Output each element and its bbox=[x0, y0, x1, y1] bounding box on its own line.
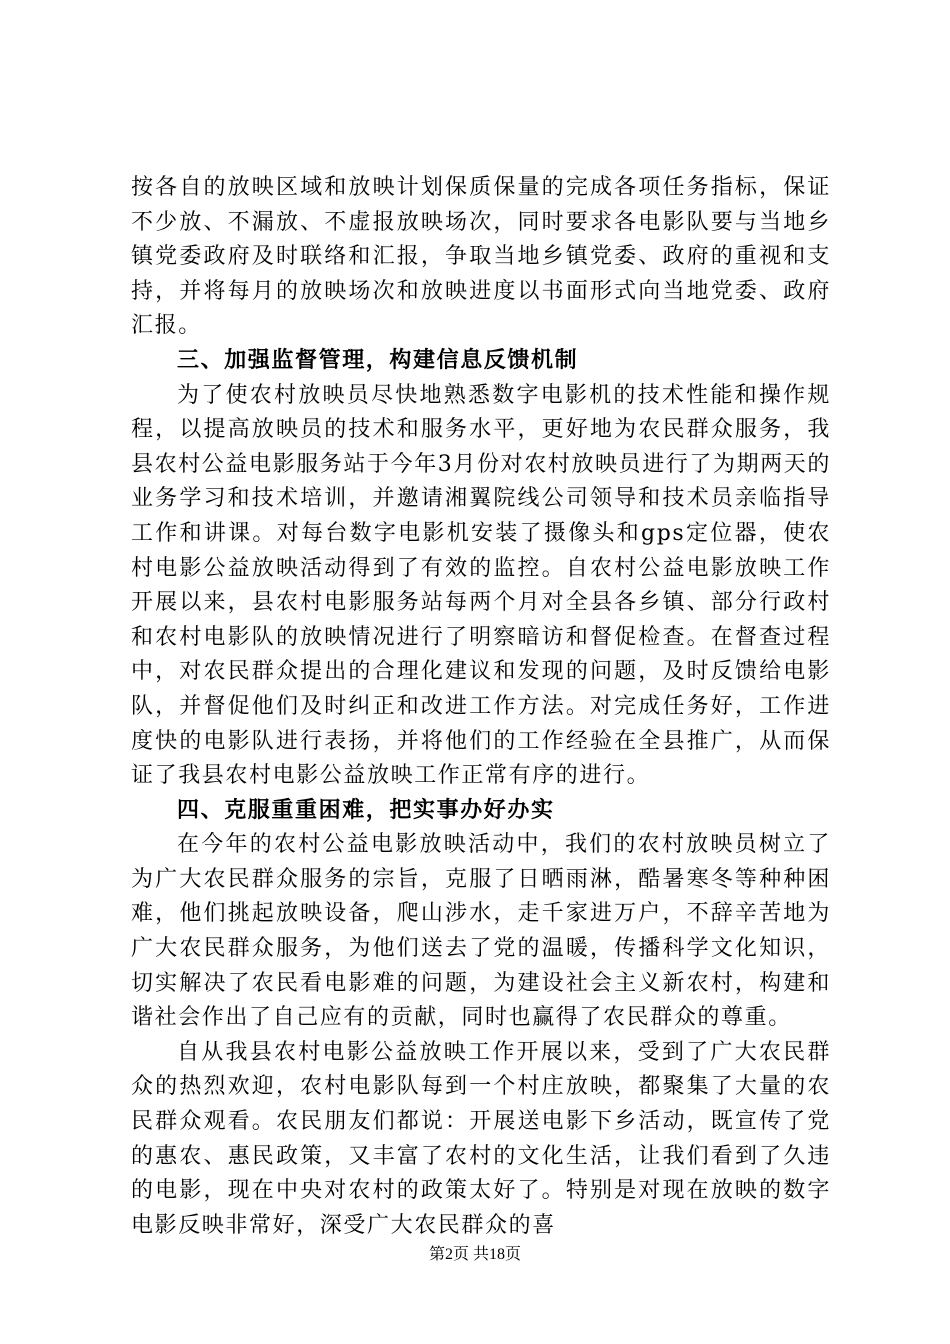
paragraph-continued: 按各自的放映区域和放映计划保质保量的完成各项任务指标，保证不少放、不漏放、不虚报放映场次，同时要求各电影队要与当地乡镇党委政府及时联络和汇报，争取当地乡镇党委、政府的重视和支持，并将每月的放映场次和放映进度以书面形式向当地党委、政府汇报。 bbox=[131, 175, 831, 339]
paragraph-difficulties: 在今年的农村公益电影放映活动中，我们的农村放映员树立了为广大农民群众服务的宗旨，克服了日晒雨淋，酷暑寒冬等种种困难，他们挑起放映设备，爬山涉水，走千家进万户，不辞辛苦地为广大农民群众服务，为他们送去了党的温暖，传播科学文化知识，切实解决了农民看电影难的问题，为建设社会主义新农村，构建和谐社会作出了自己应有的贡献，同时也赢得了农民群众的尊重。 bbox=[131, 832, 831, 1031]
section-heading-3: 三、加强监督管理，构建信息反馈机制 bbox=[177, 347, 579, 373]
page-number-footer: 第2页 共18页 bbox=[428, 1246, 521, 1263]
section-heading-4: 四、克服重重困难，把实事办好办实 bbox=[177, 797, 555, 823]
document-body bbox=[131, 171, 831, 1243]
paragraph-supervision: 为了使农村放映员尽快地熟悉数字电影机的技术性能和操作规程，以提高放映员的技术和服务水平，更好地为农民群众服务，我县农村公益电影服务站于今年3月份对农村放映员进行了为期两天的业务学习和技术培训，并邀请湘翼院线公司领导和技术员亲临指导工作和讲课。对每台数字电影机安装了摄像头和gps定位器，使农村电影公益放映活动得到了有效的监控。自农村公益电影放映工作开展以来，县农村电影服务站每两个月对全县各乡镇、部分行政村和农村电影队的放映情况进行了明察暗访和督促检查。在督查过程中，对农民群众提出的合理化建议和发现的问题，及时反馈给电影队，并督促他们及时纠正和改进工作方法。对完成任务好，工作进度快的电影队进行表扬，并将他们的工作经验在全县推广，从而保证了我县农村电影公益放映工作正常有序的进行。 bbox=[131, 382, 831, 789]
paragraph-reception: 自从我县农村电影公益放映工作开展以来，受到了广大农民群众的热烈欢迎，农村电影队每到一个村庄放映，都聚集了大量的农民群众观看。农民朋友们都说：开展送电影下乡活动，既宣传了党的惠农、惠民政策，又丰富了农村的文化生活，让我们看到了久违的电影，现在中央对农村的政策太好了。特别是对现在放映的数字电影反映非常好，深受广大农民群众的喜 bbox=[131, 1039, 831, 1238]
